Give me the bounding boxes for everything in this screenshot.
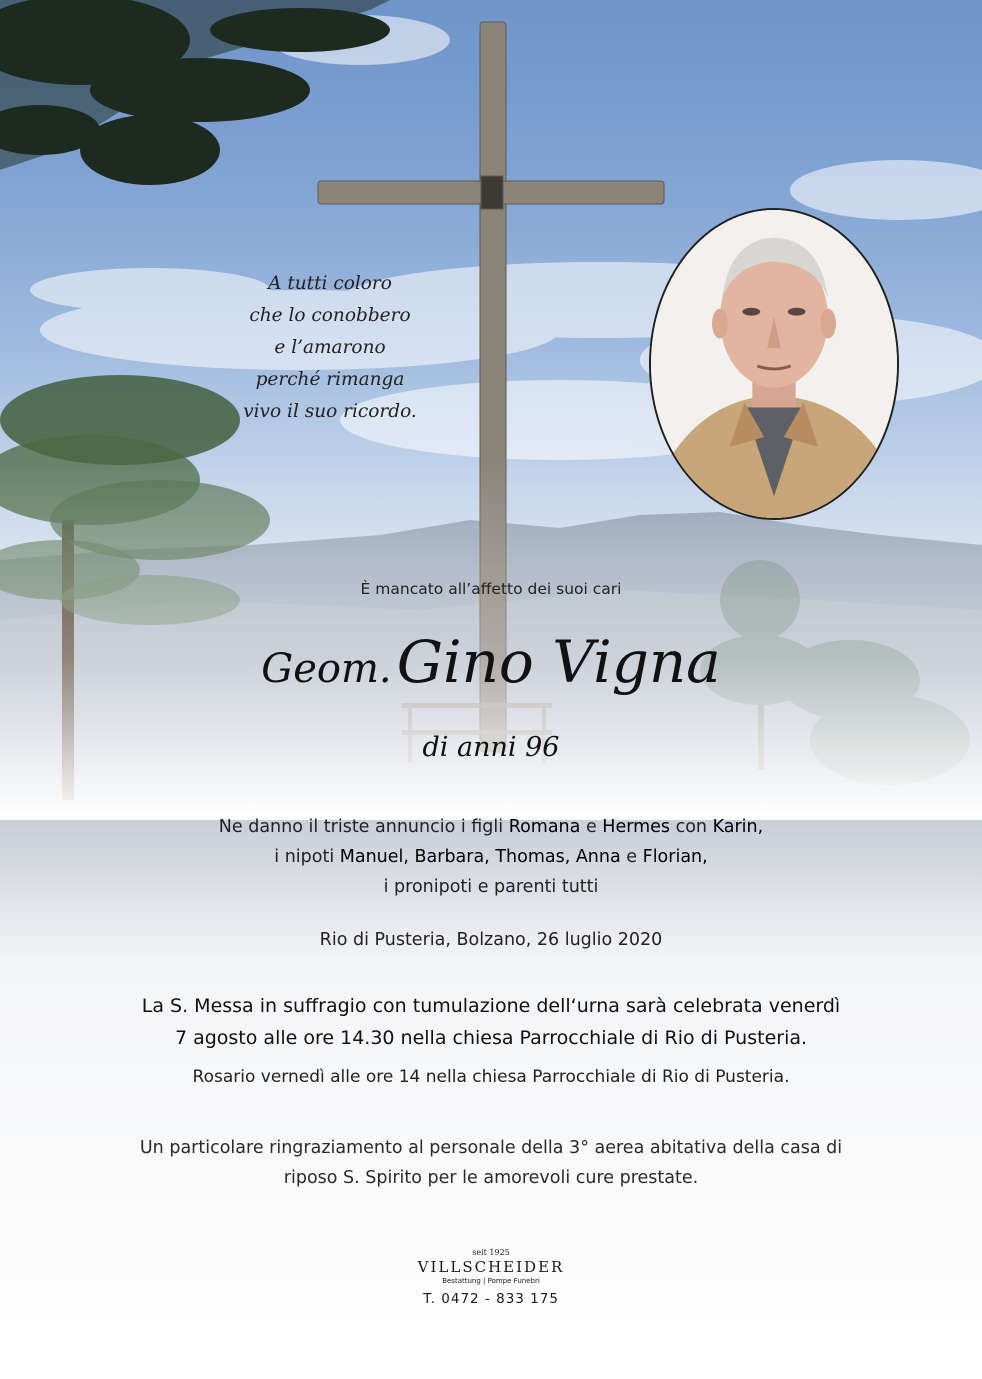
announcement-line-1 — [0, 812, 982, 842]
intro-text: È mancato all’affetto dei suoi cari — [360, 580, 622, 598]
relative-name: Karin, — [712, 817, 764, 837]
announcement-line-2 — [0, 842, 982, 872]
deceased-title: Geom. — [261, 646, 392, 692]
deceased-age: di anni 96 — [422, 732, 560, 763]
announcement-text: Ne danno il triste annuncio i figli — [218, 817, 509, 837]
relative-name: Hermes — [602, 817, 671, 837]
logo-since: seit 1925 — [472, 1248, 510, 1257]
relative-name: Manuel, Barbara, Thomas, Anna — [339, 847, 621, 867]
announcement — [0, 812, 982, 902]
funeral-home-logo — [0, 1248, 982, 1307]
mass-line-2: 7 agosto alle ore 14.30 nella chiesa Parrocchiale di Rio di Pusteria. — [174, 1027, 808, 1049]
mass-info — [0, 990, 982, 1054]
poem-line: perché rimanga — [255, 369, 405, 390]
announcement-text: i nipoti — [274, 847, 340, 867]
portrait-photo — [649, 208, 899, 520]
deceased-fullname: Gino Vigna — [396, 628, 721, 696]
thanks-line-1: Un particolare ringraziamento al personale della 3° aerea abitativa della casa di — [139, 1138, 843, 1158]
poem-line: e l’amarono — [274, 337, 386, 358]
poem-line: che lo conobbero — [249, 305, 411, 326]
logo-subtitle: Bestattung | Pompe Funebri — [442, 1277, 540, 1285]
poem-line: A tutti coloro — [268, 273, 392, 294]
deceased-name — [0, 628, 982, 696]
poem-line: vivo il suo ricordo. — [243, 401, 417, 422]
announcement-text: e — [580, 817, 603, 837]
pine-branches — [0, 0, 390, 185]
rosary-info: Rosario vernedì alle ore 14 nella chiesa Parrocchiale di Rio di Pusteria. — [192, 1067, 790, 1087]
relative-name: Romana — [508, 817, 581, 837]
announcement-line-3: i pronipoti e parenti tutti — [383, 877, 599, 897]
thanks-text — [0, 1133, 982, 1193]
announcement-text: con — [670, 817, 713, 837]
announcement-text: e — [620, 847, 643, 867]
logo-phone: T. 0472 - 833 175 — [423, 1291, 559, 1307]
relative-name: Florian, — [642, 847, 708, 867]
poem — [230, 268, 430, 428]
place-date: Rio di Pusteria, Bolzano, 26 luglio 2020 — [319, 930, 663, 950]
mass-line-1: La S. Messa in suffragio con tumulazione dell‘urna sarà celebrata venerdì — [141, 995, 841, 1017]
thanks-line-2: riposo S. Spirito per le amorevoli cure prestate. — [283, 1168, 699, 1188]
logo-brand: VILLSCHEIDER — [417, 1258, 565, 1276]
